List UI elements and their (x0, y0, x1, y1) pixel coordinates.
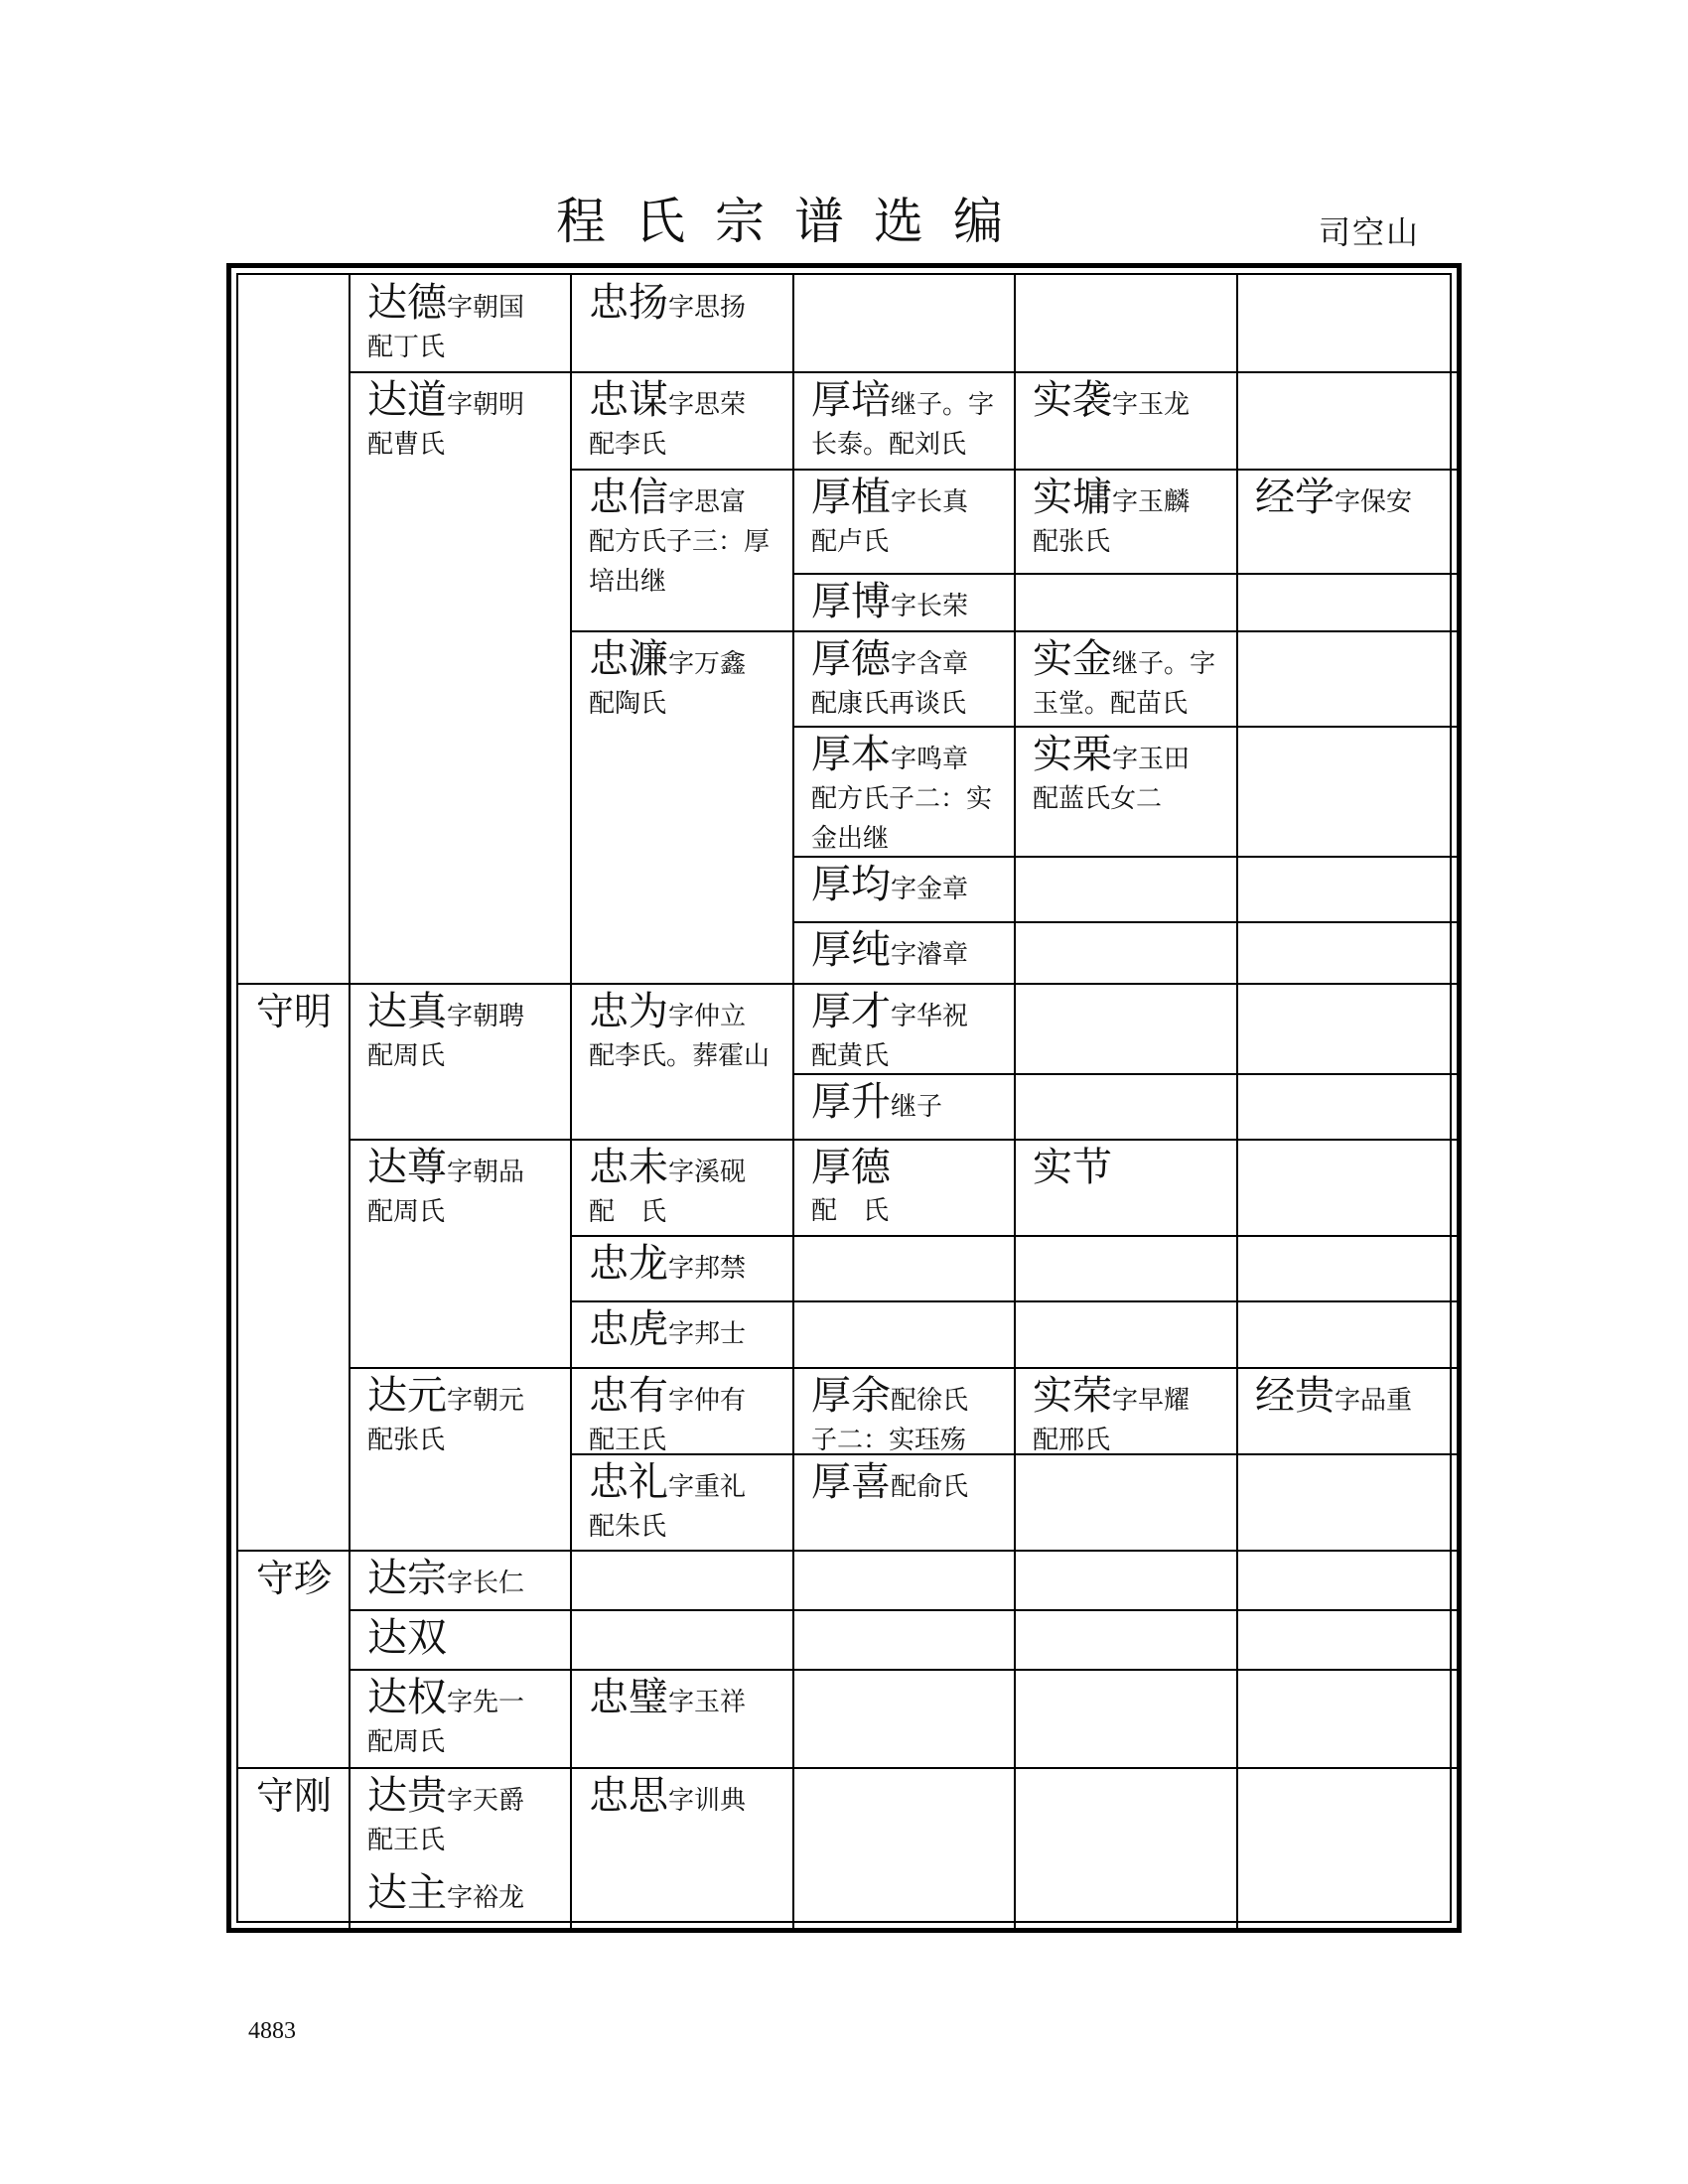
person-entry (807, 1078, 1009, 1127)
courtesy-note: 字邦士 (668, 1319, 747, 1349)
page-title: 程氏宗谱选编 (556, 193, 1033, 250)
grid-line (350, 1669, 1460, 1671)
person-entry (807, 861, 1009, 909)
courtesy-note: 字仲立 (668, 1002, 747, 1031)
person-entry (363, 1869, 565, 1918)
spouse-note: 配 氏 (811, 1196, 890, 1226)
person-name: 达真 (367, 989, 447, 1034)
person-name: 忠为 (589, 989, 668, 1034)
courtesy-note: 字天爵 (447, 1786, 525, 1816)
person-name: 经学 (1255, 475, 1335, 520)
person-name: 达尊 (367, 1145, 447, 1190)
person-entry (585, 376, 787, 465)
place-name: 司空山 (1319, 213, 1421, 251)
spouse-note: 配周氏 (367, 1727, 446, 1757)
grid-line (571, 1300, 1460, 1302)
person-entry (1029, 635, 1231, 724)
person-name: 达权 (367, 1675, 447, 1720)
person-name: 实金 (1033, 636, 1112, 682)
grid-line (350, 1139, 1460, 1141)
person-entry (363, 1772, 565, 1860)
person-name: 忠未 (589, 1145, 668, 1190)
extra-note: 金出继 (811, 824, 890, 854)
person-name: 达道 (367, 377, 447, 423)
person-entry (585, 635, 787, 724)
person-entry (1029, 376, 1231, 425)
courtesy-note: 字玉麟 (1112, 487, 1191, 517)
grid-line (793, 921, 1460, 923)
person-name: 忠扬 (589, 280, 668, 326)
grid-line (238, 1550, 1460, 1552)
spouse-note: 配王氏 (589, 1426, 667, 1455)
grid-line (793, 726, 1460, 728)
grid-line (350, 371, 1460, 373)
person-entry (363, 1144, 565, 1232)
person-name: 厚博 (811, 579, 891, 624)
genealogy-table (226, 263, 1462, 1933)
person-entry (1251, 1372, 1454, 1421)
courtesy-note: 字训典 (668, 1786, 747, 1816)
person-name: 厚才 (811, 989, 891, 1034)
person-name: 厚植 (811, 475, 891, 520)
person-name: 厚升 (811, 1079, 891, 1125)
spouse-note: 配陶氏 (589, 689, 667, 719)
person-entry (807, 988, 1009, 1076)
courtesy-note: 字重礼 (668, 1472, 747, 1502)
person-entry (1029, 731, 1231, 819)
courtesy-note: 字溪砚 (668, 1158, 747, 1187)
person-entry (807, 731, 1009, 859)
person-name: 实墉 (1033, 475, 1112, 520)
spouse-note: 配曹氏 (367, 430, 446, 460)
person-name: 达双 (367, 1615, 447, 1661)
courtesy-note: 字仲有 (668, 1386, 747, 1416)
courtesy-note: 字朝国 (447, 293, 525, 323)
spouse-note: 配蓝氏女二 (1033, 784, 1163, 814)
courtesy-note: 字玉田 (1112, 745, 1191, 774)
person-name: 厚德 (811, 1145, 891, 1190)
spouse-note: 长泰。配刘氏 (811, 430, 967, 460)
person-entry (1029, 474, 1231, 562)
person-name: 实节 (1033, 1145, 1112, 1190)
person-name: 忠虎 (589, 1306, 668, 1352)
spouse-note: 配李氏。葬霍山 (589, 1041, 771, 1071)
person-entry (807, 1458, 1009, 1507)
grid-line (238, 1767, 1460, 1769)
courtesy-note: 字朝品 (447, 1158, 525, 1187)
spouse-note: 配邢氏 (1033, 1426, 1111, 1455)
person-entry (585, 988, 787, 1076)
grid-line (792, 275, 794, 1929)
spouse-note: 配李氏 (589, 430, 667, 460)
person-name: 经贵 (1255, 1373, 1335, 1419)
courtesy-note: 字保安 (1335, 487, 1413, 517)
grid-line (1014, 275, 1016, 1929)
spouse-note: 配方氏子二：实 (811, 784, 993, 814)
person-entry (585, 1240, 787, 1289)
courtesy-note: 字长荣 (891, 592, 969, 621)
grid-line (349, 275, 351, 1929)
person-name: 达宗 (367, 1556, 447, 1601)
person-entry (363, 1614, 565, 1662)
person-name: 厚纯 (811, 927, 891, 973)
grid-line (238, 983, 1460, 985)
person-entry (807, 1372, 1009, 1460)
spouse-note: 配朱氏 (589, 1512, 667, 1542)
grid-line (571, 1235, 1460, 1237)
courtesy-note: 字华祝 (891, 1002, 969, 1031)
person-name: 忠谋 (589, 377, 668, 423)
person-entry (363, 988, 565, 1076)
courtesy-note: 配俞氏 (891, 1472, 969, 1502)
person-name: 忠龙 (589, 1241, 668, 1287)
courtesy-note: 字思扬 (668, 293, 747, 323)
generation-name: 守刚 (256, 1774, 333, 1818)
spouse-note: 配卢氏 (811, 527, 890, 557)
courtesy-note: 字邦禁 (668, 1254, 747, 1284)
table-grid (236, 273, 1452, 1923)
person-entry (807, 578, 1009, 626)
courtesy-note: 继子。字 (891, 390, 995, 420)
person-entry (363, 279, 565, 367)
person-entry (585, 1772, 787, 1821)
courtesy-note: 字思荣 (668, 390, 747, 420)
spouse-note: 子二：实珏殇 (811, 1426, 967, 1455)
person-name: 厚本 (811, 732, 891, 777)
spouse-note: 玉堂。配苗氏 (1033, 689, 1189, 719)
person-name: 达德 (367, 280, 447, 326)
person-entry (363, 1674, 565, 1762)
courtesy-note: 字长真 (891, 487, 969, 517)
spouse-note: 配周氏 (367, 1197, 446, 1227)
person-entry (585, 1372, 787, 1460)
person-entry (807, 1144, 1009, 1231)
grid-line (571, 630, 1460, 632)
courtesy-note: 继子。字 (1112, 649, 1216, 679)
person-name: 厚余 (811, 1373, 891, 1419)
person-entry (807, 474, 1009, 562)
courtesy-note: 字思富 (668, 487, 747, 517)
person-name: 实袭 (1033, 377, 1112, 423)
courtesy-note: 字裕龙 (447, 1883, 525, 1913)
courtesy-note: 字品重 (1335, 1386, 1413, 1416)
generation-name: 守明 (256, 990, 333, 1033)
person-entry (1251, 474, 1454, 522)
person-entry (807, 635, 1009, 724)
grid-line (570, 275, 572, 1929)
person-entry (807, 376, 1009, 465)
person-name: 厚培 (811, 377, 891, 423)
extra-note: 培出继 (589, 567, 667, 597)
spouse-note: 配 氏 (589, 1197, 667, 1227)
person-name: 忠思 (589, 1773, 668, 1819)
generation-name: 守珍 (256, 1557, 333, 1600)
spouse-note: 配王氏 (367, 1826, 446, 1855)
person-entry (585, 279, 787, 328)
person-name: 达贵 (367, 1773, 447, 1819)
grid-line (571, 469, 1460, 471)
person-entry (585, 474, 787, 602)
person-name: 忠信 (589, 475, 668, 520)
courtesy-note: 字金章 (891, 875, 969, 904)
courtesy-note: 字朝聘 (447, 1002, 525, 1031)
courtesy-note: 字鸣章 (891, 745, 969, 774)
person-name: 厚德 (811, 636, 891, 682)
person-name: 忠濂 (589, 636, 668, 682)
person-name: 厚喜 (811, 1459, 891, 1505)
courtesy-note: 字玉龙 (1112, 390, 1191, 420)
spouse-note: 配丁氏 (367, 333, 446, 362)
courtesy-note: 配徐氏 (891, 1386, 969, 1416)
person-name: 忠璧 (589, 1675, 668, 1720)
person-entry (585, 1458, 787, 1547)
person-entry (363, 376, 565, 465)
spouse-note: 配康氏再谈氏 (811, 689, 967, 719)
person-entry (807, 926, 1009, 975)
courtesy-note: 继子 (891, 1092, 943, 1122)
person-entry (1029, 1144, 1231, 1191)
person-entry (585, 1144, 787, 1232)
person-name: 达主 (367, 1870, 447, 1916)
courtesy-note: 字长仁 (447, 1569, 525, 1598)
person-entry (363, 1372, 565, 1460)
grid-line (350, 1609, 1460, 1611)
courtesy-note: 字含章 (891, 649, 969, 679)
person-name: 厚均 (811, 862, 891, 907)
spouse-note: 配张氏 (1033, 527, 1111, 557)
courtesy-note: 字早耀 (1112, 1386, 1191, 1416)
courtesy-note: 字万鑫 (668, 649, 747, 679)
courtesy-note: 字濬章 (891, 940, 969, 970)
courtesy-note: 字朝明 (447, 390, 525, 420)
person-name: 实荣 (1033, 1373, 1112, 1419)
grid-line (793, 573, 1460, 575)
spouse-note: 配方氏子三：厚 (589, 527, 771, 557)
page-number: 4883 (248, 2018, 296, 2044)
person-entry (585, 1305, 787, 1354)
person-entry (363, 1555, 565, 1603)
spouse-note: 配周氏 (367, 1041, 446, 1071)
person-entry (1029, 1372, 1231, 1460)
courtesy-note: 字玉祥 (668, 1688, 747, 1717)
courtesy-note: 字朝元 (447, 1386, 525, 1416)
person-name: 忠有 (589, 1373, 668, 1419)
spouse-note: 配张氏 (367, 1426, 446, 1455)
grid-line (350, 1367, 1460, 1369)
person-name: 实栗 (1033, 732, 1112, 777)
person-name: 忠礼 (589, 1459, 668, 1505)
grid-line (1236, 275, 1238, 1929)
person-name: 达元 (367, 1373, 447, 1419)
courtesy-note: 字先一 (447, 1688, 525, 1717)
person-entry (585, 1674, 787, 1722)
spouse-note: 配黄氏 (811, 1041, 890, 1071)
